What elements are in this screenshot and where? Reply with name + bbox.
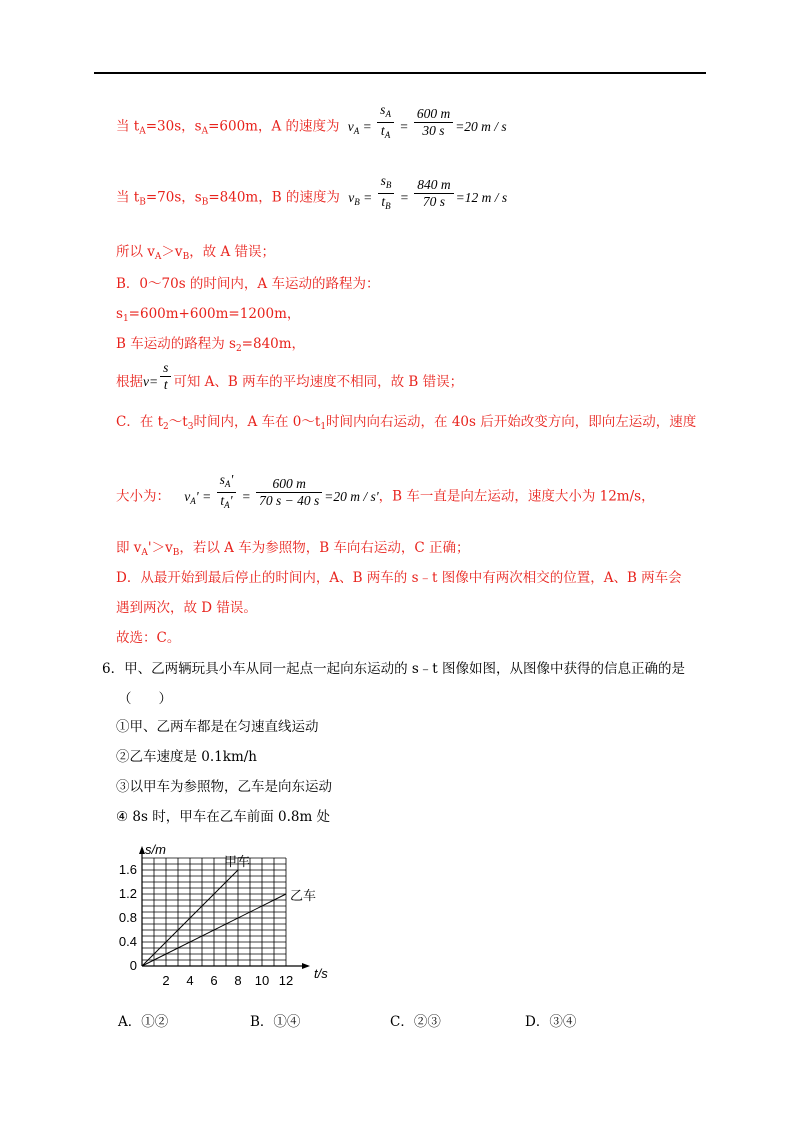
formula-vb: $v_B$ = $\frac{s_B}{t_B}$ = $\frac{840 m}{70 s}$ =12 m / s: [348, 173, 508, 211]
x-tick-label: 8: [234, 973, 242, 988]
question-6-item-1: ①甲、乙两车都是在匀速直线运动: [116, 719, 319, 735]
formula-va: $v_A$ = $\frac{s_A}{t_A}$ = $\frac{600 m}{30 s}$ =20 m / s: [347, 102, 507, 140]
y-tick-label: 1.6: [118, 862, 137, 877]
solution-line-compare: 所以 $v_A>v_B$，故 A 错误；: [116, 244, 276, 262]
solution-line-d-option: D．从最开始到最后停止的时间内，A、B 两车的 s﹣t 图像中有两次相交的位置，A、B 两车会: [116, 570, 682, 586]
solution-line-speed-size: 大小为： $v_A'$ = $\frac{s_A'}{t_A'}$ = $\frac{600 m}{70 s - 40 s}$ =20 m / s'，B 车一直是向左运动，速度大小为 12m/s，: [116, 472, 655, 510]
solution-answer: 故选：C。: [116, 630, 181, 646]
solution-line-s2: B 车运动的路程为 $s_2=840m$，: [116, 336, 306, 354]
solution-line-reference-frame: 即 $v_A'>v_B$，若以 A 车为参照物，B 车向右运动，C 正确；: [116, 540, 470, 558]
series-label: 甲车: [224, 854, 251, 869]
y-tick-label: 0.8: [118, 910, 137, 925]
solution-line-s1: $s_1=600m+600m=1200m$，: [116, 306, 301, 324]
formula-va-prime: $v_A'$ = $\frac{s_A'}{t_A'}$ = $\frac{600 m}{70 s - 40 s}$ =20 m / s': [184, 472, 379, 510]
s-t-graph: [110, 835, 360, 995]
solution-line-c-option: C．在 $t_2\sim t_3$时间内，A 车在 $0\sim t_1$时间内向右运动，在 40s 后开始改变方向，即向左运动，速度: [116, 414, 697, 432]
y-axis-label: s/m: [145, 842, 166, 857]
series-label: 乙车: [290, 888, 317, 903]
solution-line-b-option: B．0～70s 的时间内，A 车运动的路程为：: [116, 276, 380, 292]
option-a: A．①②: [118, 1014, 169, 1030]
solution-line-a-speed: 当 $t_A=30s$，$s_A=600m$，A 的速度为 $v_A$ = $\frac{s_A}{t_A}$ = $\frac{600 m}{30 s}$ =20 m / s: [116, 102, 507, 140]
header-rule: [94, 72, 706, 74]
x-tick-label: 12: [278, 973, 294, 988]
x-axis-label: t/s: [314, 966, 328, 981]
solution-line-average-speed: 根据v= $\frac{s}{t}$ 可知 A、B 两车的平均速度不相同，故 B 错误；: [116, 360, 464, 392]
solution-line-b-speed: 当 $t_B=70s$，$s_B=840m$，B 的速度为 $v_B$ = $\frac{s_B}{t_B}$ = $\frac{840 m}{70 s}$ =12 m / s: [116, 173, 508, 211]
x-tick-label: 6: [210, 973, 218, 988]
option-c: C．②③: [390, 1014, 441, 1030]
question-6-item-4: ④ 8s 时，甲车在乙车前面 0.8m 处: [116, 809, 331, 825]
x-tick-label: 4: [186, 973, 194, 988]
solution-line-d-cont: 遇到两次，故 D 错误。: [116, 600, 257, 616]
y-tick-label: 1.2: [118, 886, 137, 901]
x-tick-label: 10: [254, 973, 270, 988]
x-tick-label: 2: [162, 973, 170, 988]
question-6-stem: 6．甲、乙两辆玩具小车从同一起点一起向东运动的 s﹣t 图像如图，从图像中获得的信息正确的是: [102, 661, 686, 677]
question-6-paren: （ ）: [118, 691, 172, 707]
question-6-item-3: ③以甲车为参照物，乙车是向东运动: [116, 779, 332, 795]
y-tick-label: 0: [129, 958, 137, 973]
question-6-item-2: ②乙车速度是 0.1km/h: [116, 749, 257, 765]
y-tick-label: 0.4: [118, 934, 137, 949]
option-d: D．③④: [525, 1014, 577, 1030]
option-b: B．①④: [250, 1014, 301, 1030]
x-axis-arrow: [302, 963, 310, 969]
